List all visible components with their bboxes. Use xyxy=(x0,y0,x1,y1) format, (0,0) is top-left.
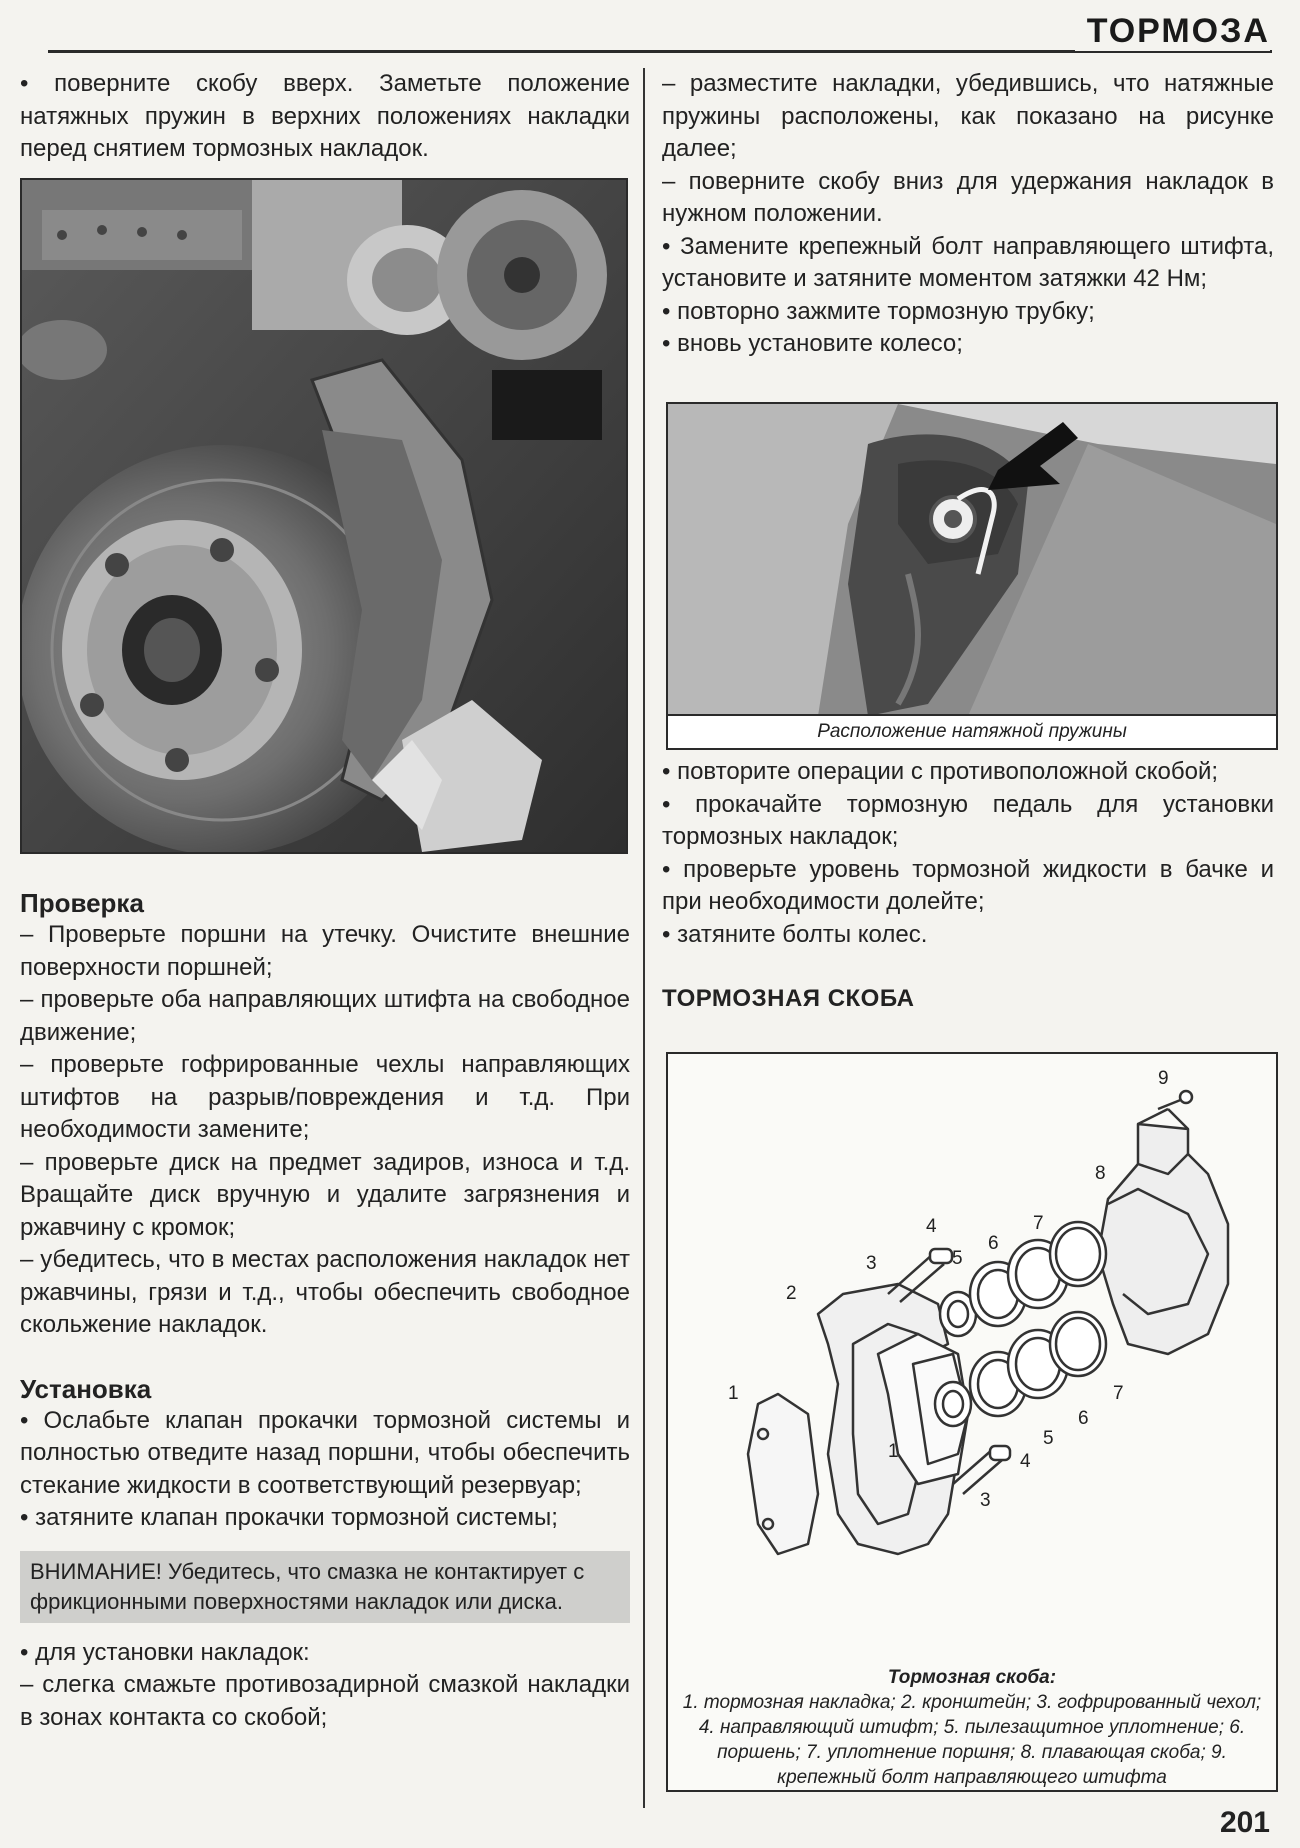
spring-position-photo xyxy=(666,402,1278,750)
right-item: – поверните скобу вниз для удержания накладок в нужном положении. xyxy=(662,167,1274,227)
callout-label: 9 xyxy=(1158,1068,1169,1089)
right-item: • прокачайте тормозную педаль для установки тормозных накладок; xyxy=(662,790,1274,850)
right-item: • затяните болты колес. xyxy=(662,920,928,948)
callout-label: 7 xyxy=(1033,1213,1044,1234)
right-item: • Замените крепежный болт направляющего штифта, установите и затяните моментом затяжки 42 Нм; xyxy=(662,232,1274,292)
page-header xyxy=(0,0,1300,62)
diagram-title: Тормозная скоба: xyxy=(887,1667,1057,1688)
callout-label: 1 xyxy=(728,1383,739,1404)
warning-box: ВНИМАНИЕ! Убедитесь, что смазка не контактирует с фрикционными поверхностями накладок или диска. xyxy=(20,1551,630,1623)
callout-label: 4 xyxy=(926,1216,937,1237)
check-item: – убедитесь, что в местах расположения накладок нет ржавчины, грязи и т.д., чтобы обеспечить свободное скольжение накладок. xyxy=(20,1246,630,1338)
right-item: • вновь установите колесо; xyxy=(662,330,963,357)
check-item: – проверьте диск на предмет задиров, износа и т.д. Вращайте диск вручную и удалите загрязнения и ржавчину с кромок; xyxy=(20,1148,630,1241)
callout-label: 3 xyxy=(866,1253,877,1274)
callout-label: 1 xyxy=(888,1441,899,1462)
caliper-heading: ТОРМОЗНАЯ СКОБА xyxy=(662,985,915,1012)
callout-label: 4 xyxy=(1020,1451,1031,1472)
right-item: • повторно зажмите тормозную трубку; xyxy=(662,297,1095,325)
callout-label: 2 xyxy=(786,1283,797,1304)
spring-photo-caption: Расположение натяжной пружины xyxy=(817,721,1127,742)
callout-label: 6 xyxy=(1078,1408,1089,1429)
intro-paragraph: • поверните скобу вверх. Заметьте положение натяжных пружин в верхних положениях накладки перед снятием тормозных накладок. xyxy=(20,70,630,162)
callout-label: 3 xyxy=(980,1490,991,1511)
page-number: 201 xyxy=(1219,1806,1270,1839)
install-heading: Установка xyxy=(20,1373,152,1404)
check-item: – проверьте оба направляющих штифта на свободное движение; xyxy=(20,986,630,1046)
right-column-mid xyxy=(662,756,1274,1013)
right-item: • повторите операции с противоположной скобой; xyxy=(662,758,1219,785)
callout-label: 5 xyxy=(1043,1428,1054,1449)
install-item: • затяните клапан прокачки тормозной системы; xyxy=(20,1504,558,1531)
right-item: – разместите накладки, убедившись, что натяжные пружины расположены, как показано на рисунке далее; xyxy=(662,70,1274,162)
brake-disc-photo xyxy=(20,178,628,854)
right-column xyxy=(662,68,1274,361)
callout-label: 5 xyxy=(952,1248,963,1269)
after-item: • для установки накладок: xyxy=(20,1638,310,1666)
caliper-exploded-view xyxy=(668,1054,1276,1654)
check-heading: Проверка xyxy=(20,888,144,918)
install-item: • Ослабьте клапан прокачки тормозной системы и полностью отведите назад поршни, чтобы обеспечить стекание жидкости в соответствующий резервуар; xyxy=(20,1406,630,1499)
callout-label: 7 xyxy=(1113,1383,1124,1404)
check-item: – Проверьте поршни на утечку. Очистите внешние поверхности поршней; xyxy=(20,921,630,981)
left-column xyxy=(20,68,630,166)
left-column-lower xyxy=(20,888,630,1734)
right-item: • проверьте уровень тормозной жидкости в бачке и при необходимости долейте; xyxy=(662,855,1274,915)
diagram-legend: 1. тормозная накладка; 2. кронштейн; 3. гофрированный чехол; 4. направляющий штифт; 5. пылезащитное уплотнение; 6. поршень; 7. уплотнение поршня; 8. плавающая скоба; 9. крепежный болт направляющего штифта xyxy=(682,1692,1262,1788)
callout-label: 8 xyxy=(1095,1163,1106,1184)
spring-photo-caption-bar xyxy=(668,714,1276,748)
callout-label: 6 xyxy=(988,1233,999,1254)
check-item: – проверьте гофрированные чехлы направляющих штифтов на разрыв/повреждения и т.д. При необходимости замените; xyxy=(20,1051,630,1143)
column-divider xyxy=(643,68,645,1808)
section-title: ТОРМОЗА xyxy=(1075,12,1270,51)
caliper-diagram xyxy=(666,1052,1278,1792)
after-item: – слегка смажьте противозадирной смазкой накладки в зонах контакта со скобой; xyxy=(20,1671,630,1731)
